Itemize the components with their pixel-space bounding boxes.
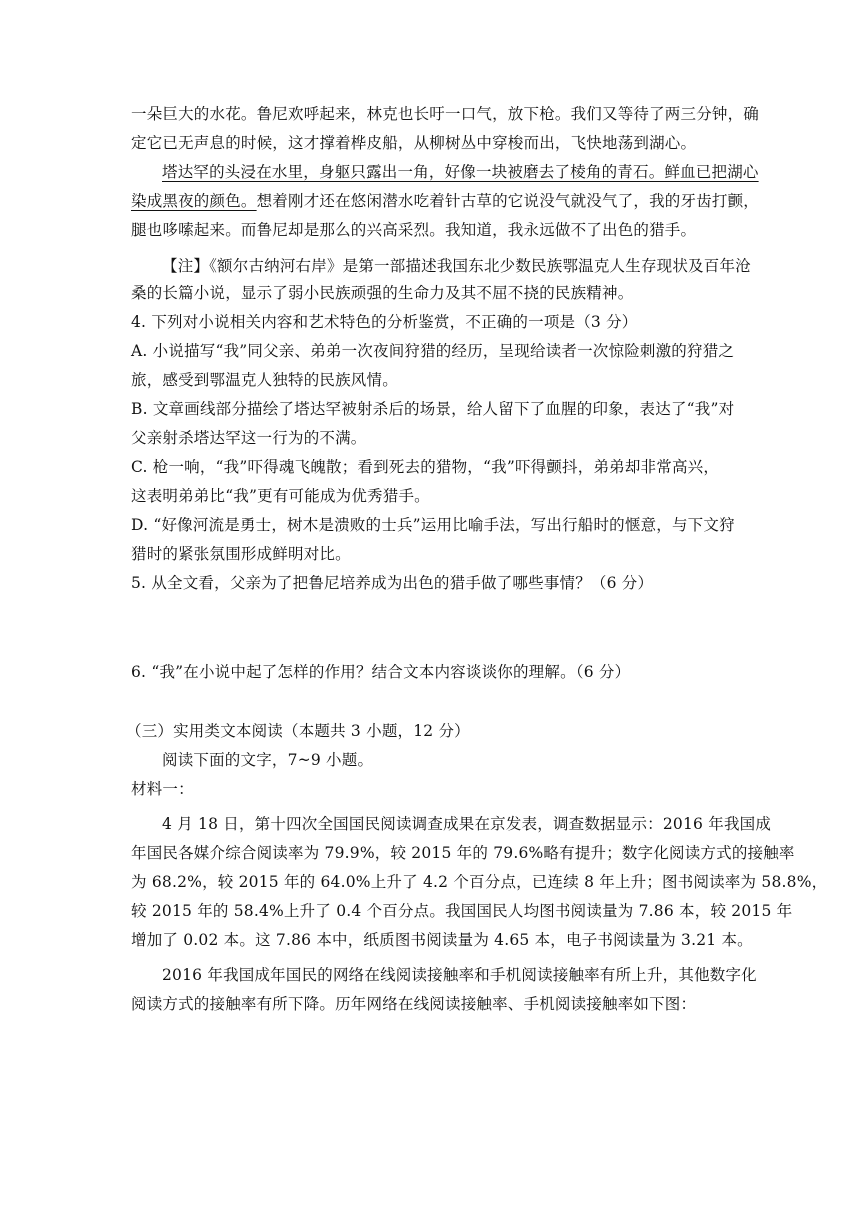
material-1-label: 材料一： — [131, 780, 194, 798]
material-1-line-1: 4 月 18 日，第十四次全国国民阅读调查成果在京发表，调查数据显示：2016 年我国成 — [162, 815, 772, 833]
story-paragraph-2-line-2 — [131, 191, 759, 211]
section-3-heading: （三）实用类文本阅读（本题共 3 小题，12 分） — [126, 722, 470, 740]
material-1-para2-line-1: 2016 年我国成年国民的网络在线阅读接触率和手机阅读接触率有所上升，其他数字化 — [162, 966, 757, 984]
material-1-line-3: 为 68.2%，较 2015 年的 64.0%上升了 4.2 个百分点，已连续 8 年上升；图书阅读率为 58.8%， — [131, 873, 828, 891]
note-line-1: 【注】《额尔古纳河右岸》是第一部描述我国东北少数民族鄂温克人生存现状及百年沧 — [162, 257, 751, 275]
material-1-line-4: 较 2015 年的 58.4%上升了 0.4 个百分点。我国国民人均图书阅读量为 7.86 本，较 2015 年 — [131, 902, 793, 920]
question-4: 4. 下列对小说相关内容和艺术特色的分析鉴赏，不正确的一项是（3 分） — [131, 313, 638, 331]
story-paragraph-2-line-1 — [162, 162, 759, 182]
option-d-line-1: D. “好像河流是勇士，树木是溃败的士兵”运用比喻手法，写出行船时的惬意，与下文狩 — [131, 516, 735, 534]
story-text: 想着刚才还在悠闲潜水吃着针古草的它说没气就没气了，我的牙齿打颤， — [256, 192, 760, 210]
story-paragraph-2-line-3: 腿也哆嗦起来。而鲁尼却是那么的兴高采烈。我知道，我永远做不了出色的猎手。 — [131, 221, 697, 239]
option-d-line-2: 猎时的紧张氛围形成鲜明对比。 — [131, 545, 351, 563]
story-paragraph-1-line-1: 一朵巨大的水花。鲁尼欢呼起来，林克也长吁一口气，放下枪。我们又等待了两三分钟，确 — [131, 105, 760, 123]
section-3-instruction: 阅读下面的文字，7~9 小题。 — [162, 751, 374, 769]
material-1-line-5: 增加了 0.02 本。这 7.86 本中，纸质图书阅读量为 4.65 本，电子书阅读量为 3.21 本。 — [131, 931, 753, 949]
option-b-line-1: B. 文章画线部分描绘了塔达罕被射杀后的场景，给人留下了血腥的印象，表达了“我”对 — [131, 400, 735, 418]
option-c-line-2: 这表明弟弟比“我”更有可能成为优秀猎手。 — [131, 487, 430, 505]
question-5: 5. 从全文看，父亲为了把鲁尼培养成为出色的猎手做了哪些事情？（6 分） — [131, 574, 654, 592]
option-b-line-2: 父亲射杀塔达罕这一行为的不满。 — [131, 429, 367, 447]
underlined-passage-end: 染成黑夜的颜色。 — [131, 192, 257, 210]
option-c-line-1: C. 枪一响，“我”吓得魂飞魄散；看到死去的猎物，“我”吓得颤抖，弟弟却非常高兴， — [131, 458, 720, 476]
option-a-line-1: A. 小说描写“我”同父亲、弟弟一次夜间狩猎的经历，呈现给读者一次惊险刺激的狩猎之 — [131, 342, 735, 360]
note-line-2: 桑的长篇小说，显示了弱小民族顽强的生命力及其不屈不挠的民族精神。 — [131, 284, 634, 302]
underlined-passage: 塔达罕的头浸在水里，身躯只露出一角，好像一块被磨去了棱角的青石。鲜血已把湖心 — [162, 163, 759, 181]
option-a-line-2: 旅，感受到鄂温克人独特的民族风情。 — [131, 371, 398, 389]
story-paragraph-1-line-2: 定它已无声息的时候，这才撑着桦皮船，从柳树丛中穿梭而出，飞快地荡到湖心。 — [131, 134, 697, 152]
material-1-line-2: 年国民各媒介综合阅读率为 79.9%，较 2015 年的 79.6%略有提升；数字化阅读方式的接触率 — [131, 844, 795, 862]
question-6: 6. “我”在小说中起了怎样的作用？结合文本内容谈谈你的理解。（6 分） — [131, 663, 631, 681]
material-1-para2-line-2: 阅读方式的接触率有所下降。历年网络在线阅读接触率、手机阅读接触率如下图： — [131, 995, 697, 1013]
